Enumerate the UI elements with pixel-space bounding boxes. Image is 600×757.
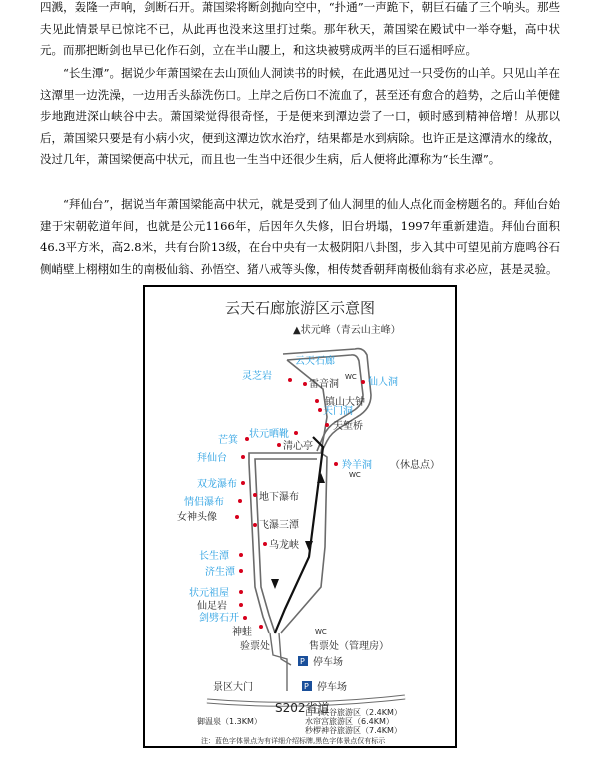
spot-tingche-chang-1: 停车场 <box>313 657 343 668</box>
distance-list <box>305 707 402 735</box>
black-spots <box>177 377 389 693</box>
wc-icon: WC <box>315 628 327 636</box>
spot-leiyin-dong: 雷音洞 <box>309 379 339 390</box>
distance-baima: 白马峡谷旅游区（2.4KM） <box>305 708 402 717</box>
s202-road-label: S202省道 <box>275 701 330 715</box>
map-note: 注：蓝色字体景点为有详细介绍标牌,黑色字体景点仅有标示 <box>201 737 386 745</box>
spot-lingyang-dong: 羚羊洞 <box>342 460 372 471</box>
spot-tianqian-qiao: 天堑桥 <box>333 421 363 432</box>
spot-lingzhi-yan: 灵芝岩 <box>242 371 272 382</box>
parking-icon <box>302 681 312 691</box>
spot-yanpiao-chu: 验票处 <box>240 641 270 652</box>
main-road-dark <box>275 437 323 633</box>
spot-yuntian-shilang: 云天石廊 <box>295 356 335 367</box>
entrance-road <box>270 633 291 691</box>
spot-shoupiao-chu: 售票处（管理房） <box>309 641 389 652</box>
spot-tingche-chang-2: 停车场 <box>317 682 347 693</box>
distance-shuiliangong: 水帘宫旅游区（6.4KM） <box>305 717 394 726</box>
spot-tianmen-dong: 天门洞 <box>323 406 353 417</box>
paragraph-immortal-platform: “拜仙台”，据说当年萧国梁能高中状元，就是受到了仙人洞里的仙人点化而金榜题名的。拜仙台始建于宋朝乾道年间，也就是公元1166年，后因年久失修，旧台坍塌，1997年重新建造。拜仙台面积46.3平方米，高2.8米，共有台阶13级，在台中央有一太极阴阳八卦图，步入其中可望见前方鹿鸣谷石侧峭壁上栩栩如生的南极仙翁、孙悟空、猪八戒等头像，相传焚香朝拜南极仙翁有求必应，甚是灵验。 <box>40 197 560 276</box>
parking-icon <box>298 656 308 666</box>
distance-miaoluo: 秒椤神谷旅游区（7.4KM） <box>305 726 402 735</box>
spot-wulong-xia: 乌龙峡 <box>269 540 299 551</box>
wc-icon: WC <box>345 373 357 381</box>
spot-qingxin-ting: 清心亭 <box>283 441 313 452</box>
spot-zhuangyuan-zuwu: 状元祖屋 <box>189 588 229 599</box>
spot-jianpi-shikai: 剑劈石开 <box>199 613 239 624</box>
spot-qinglv-pubu: 情侣瀑布 <box>184 497 224 508</box>
spot-xianren-dong: 仙人洞 <box>368 377 398 388</box>
map-title: 云天石廊旅游区示意图 <box>224 299 376 317</box>
wc-icon: WC <box>349 471 361 479</box>
svg-text:P: P <box>304 682 309 691</box>
spot-jisheng-tan: 济生潭 <box>205 567 235 578</box>
spot-shuanglong-pubu: 双龙瀑布 <box>197 479 237 490</box>
spot-mangji: 芒箕 <box>218 435 238 446</box>
spot-zhuangyuan-shaixue: 状元晒靴 <box>249 429 289 440</box>
trail-route <box>249 349 371 633</box>
rest-point-note: （休息点） <box>390 460 440 471</box>
distance-yuwenquan: 御温泉（1.3KM） <box>197 717 262 726</box>
spot-dixia-pubu: 地下瀑布 <box>259 492 299 503</box>
spot-shenwa: 神蛙 <box>232 627 252 638</box>
paragraph-sword-stone: 四溅，轰隆一声响，剑断石开。萧国梁将断剑抛向空中，“扑通”一声跪下，朝巨石磕了三个响头。那些夫见此情景早已惊诧不已，从此再也没来这里打过柴。那年秋天，萧国梁在殿试中一举夺魁，高中状元。而那把断剑也早已化作石剑，立在半山腰上，和这块被劈成两半的巨石遥相呼应。 <box>40 0 560 57</box>
spot-feipu-santan: 飞瀑三潭 <box>259 520 299 531</box>
svg-text:P: P <box>300 657 305 666</box>
blue-spots <box>184 354 398 624</box>
scenic-area-map <box>143 285 457 748</box>
paragraph-longevity-pool: “长生潭”。据说少年萧国梁在去山顶仙人洞读书的时候，在此遇见过一只受伤的山羊。只见山羊在这潭里一边洗澡，一边用舌头舔洗伤口。上岸之后伤口不流血了，甚至还有愈合的趋势，之后山羊便健步地跑进深山峡谷中去。萧国梁觉得很奇怪，于是便来到潭边尝了一口，顿时感到精神倍增！从那以后，萧国梁只要是有小病小灾，便到这潭边饮水治疗，结果都是水到病除。也许正是这潭清水的缘故，没过几年，萧国梁便高中状元，而且也一生当中还很少生病，后人便将此潭称为“长生潭”。 <box>40 66 560 166</box>
spot-jingqu-damen: 景区大门 <box>213 682 253 693</box>
peak-label: ▲状元峰（青云山主峰） <box>293 325 401 336</box>
spot-baixian-tai: 拜仙台 <box>197 453 227 464</box>
spot-nvshen-touxiang: 女神头像 <box>177 512 217 523</box>
spot-xianzu-yan: 仙足岩 <box>197 601 227 612</box>
spot-zhenshan-dazhong: 镇山大钟 <box>325 397 365 408</box>
spot-changsheng-tan: 长生潭 <box>199 551 229 562</box>
